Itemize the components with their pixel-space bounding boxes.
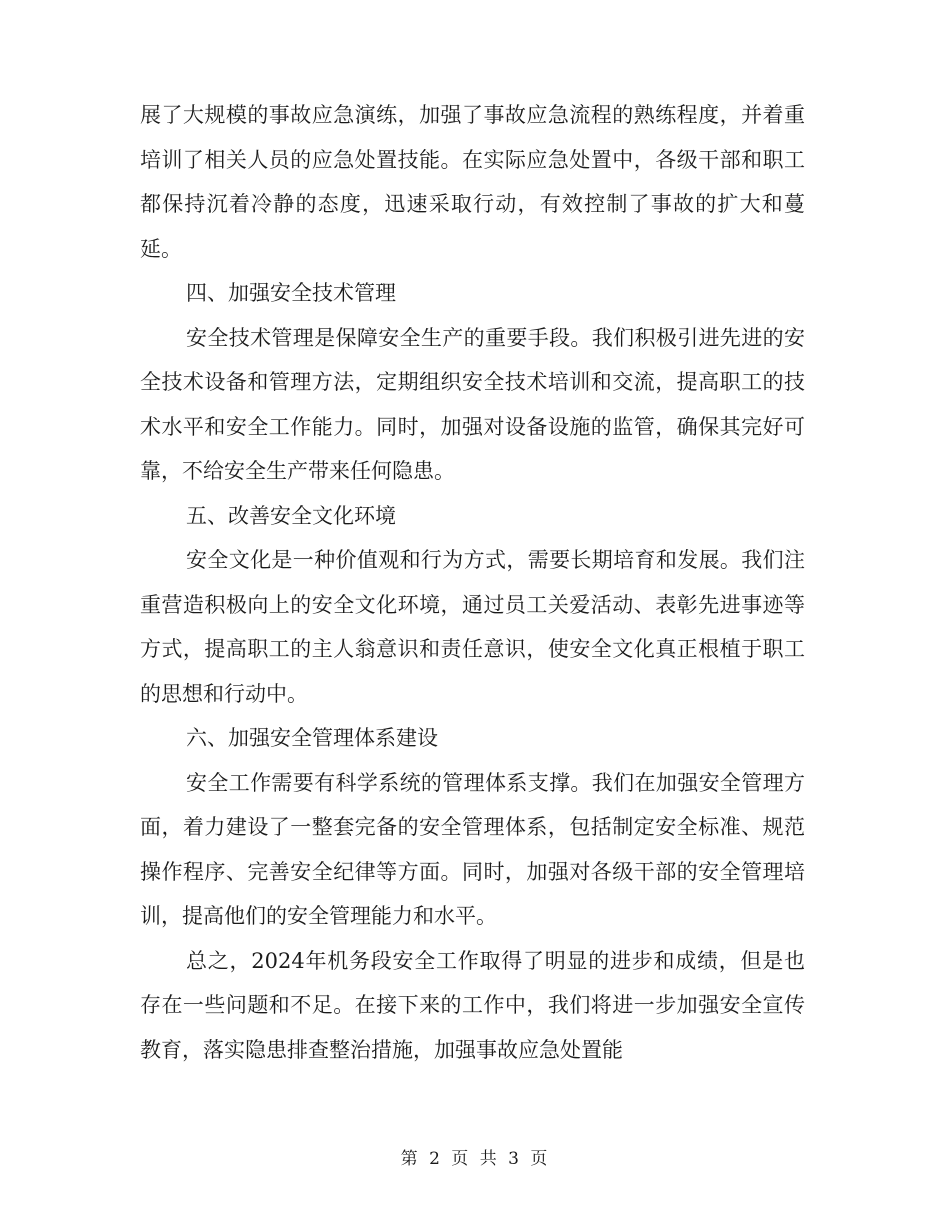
section-heading-5: 五、改善安全文化环境: [186, 503, 396, 528]
paragraph-management-system: 安全工作需要有科学系统的管理体系支撑。我们在加强安全管理方面，着力建设了一整套完备的安全管理体系，包括制定安全标准、规范操作程序、完善安全纪律等方面。同时，加强对各级干部的安全管理培训，提高他们的安全管理能力和水平。: [140, 770, 805, 928]
paragraph-continuation: 展了大规模的事故应急演练，加强了事故应急流程的熟练程度，并着重培训了相关人员的应急处置技能。在实际应急处置中，各级干部和职工都保持沉着冷静的态度，迅速采取行动，有效控制了事故的扩大和蔓延。: [140, 103, 805, 261]
document-body: [140, 93, 805, 1072]
paragraph-safety-culture: 安全文化是一种价值观和行为方式，需要长期培育和发展。我们注重营造积极向上的安全文化环境，通过员工关爱活动、表彰先进事迹等方式，提高职工的主人翁意识和责任意识，使安全文化真正根植于职工的思想和行动中。: [140, 548, 805, 706]
page-number-footer: 第 2 页 共 3 页: [400, 1149, 550, 1169]
section-heading-4: 四、加强安全技术管理: [186, 281, 396, 305]
paragraph-safety-tech: 安全技术管理是保障安全生产的重要手段。我们积极引进先进的安全技术设备和管理方法，定期组织安全技术培训和交流，提高职工的技术水平和安全工作能力。同时，加强对设备设施的监管，确保其完好可靠，不给安全生产带来任何隐患。: [140, 325, 805, 483]
section-heading-6: 六、加强安全管理体系建设: [186, 726, 438, 750]
paragraph-summary: 总之，2024年机务段安全工作取得了明显的进步和成绩，但是也存在一些问题和不足。在接下来的工作中，我们将进一步加强安全宣传教育，落实隐患排查整治措施，加强事故应急处置能: [140, 948, 805, 1062]
